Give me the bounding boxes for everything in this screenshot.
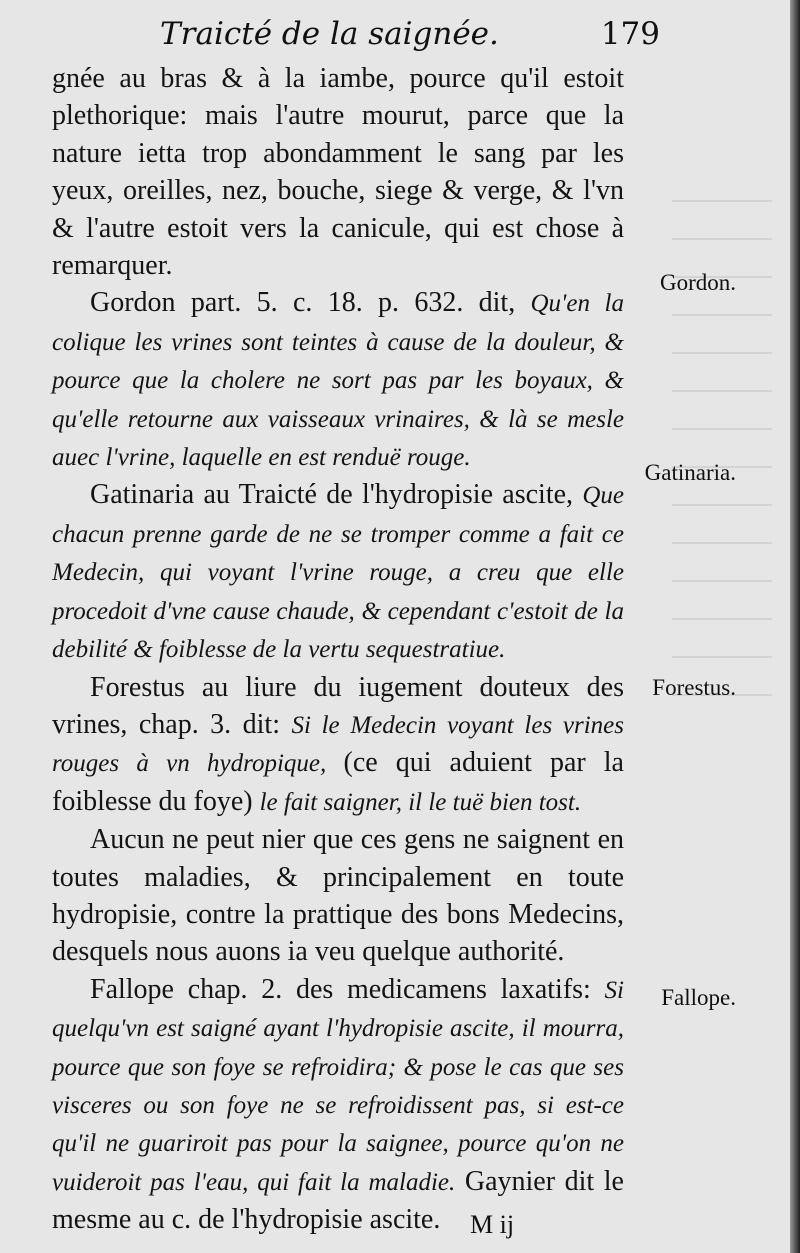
body-segment: Gaynier dit le mesme au c. de l'hydropisie ascite. bbox=[52, 1165, 624, 1236]
paragraph bbox=[52, 60, 624, 284]
body-segment: Gatinaria au Traicté de l'hydropisie ascite, bbox=[90, 479, 583, 511]
quoted-text: Si le Medecin voyant les vrines rouges à vn hydropique, bbox=[52, 711, 624, 778]
margin-note-fallope: Fallope. bbox=[661, 985, 736, 1010]
quoted-text: Qu'en la colique les vrines sont teintes à cause de la douleur, & pource que la cholere ne sort pas par les boyaux, & qu'elle retourne aux vaisseaux vrinaires, & là se mesle auec l'vrine, laquelle en est renduë rouge. bbox=[52, 290, 624, 472]
margin-note-gatinaria: Gatinaria. bbox=[644, 460, 736, 485]
quoted-text: le fait saigner, il le tuë bien tost. bbox=[259, 788, 582, 816]
body-segment: Gordon part. 5. c. 18. p. 632. dit, bbox=[90, 287, 531, 319]
quoted-text: Si quelqu'vn est saigné ayant l'hydropisie ascite, il mourra, pource que son foye se refroidira; & pose le cas que ses visceres ou son foye ne se refroidissent pas, si est-ce qu'il ne guariroit pas pour la saignee, pource qu'on ne vuideroit pas l'eau, qui fait la maladie. bbox=[52, 976, 624, 1196]
body-segment: (ce qui aduient par la foiblesse du foye) bbox=[52, 747, 624, 817]
page-number: 179 bbox=[600, 16, 660, 52]
page-edge-shadow bbox=[790, 0, 800, 1253]
paragraph bbox=[52, 971, 624, 1239]
paragraph bbox=[52, 669, 624, 822]
body-segment: Aucun ne peut nier que ces gens ne saignent en toutes maladies, & principalement en toute hydropisie, contre la prattique des bons Medecins, desquels nous auons ia veu quelque authorité. bbox=[52, 824, 624, 968]
body-segment: Forestus au liure du iugement douteux des vrines, chap. 3. dit: bbox=[52, 671, 624, 740]
paragraph bbox=[52, 476, 624, 668]
margin-note-forestus: Forestus. bbox=[652, 675, 736, 700]
paragraph bbox=[52, 284, 624, 476]
running-title: Traicté de la saignée. bbox=[160, 16, 499, 52]
paragraph bbox=[52, 821, 624, 971]
margin-note-gordon: Gordon. bbox=[659, 270, 736, 295]
signature-mark: M ij bbox=[470, 1210, 515, 1239]
body-segment: gnée au bras & à la iambe, pource qu'il estoit plethorique: mais l'autre mourut, parce que la nature ietta trop abondamment le sang par les yeux, oreilles, nez, bouche, siege & verge, & l'vn & l'autre estoit vers la canicule, qui est chose à remarquer. bbox=[52, 63, 624, 282]
quoted-text: Que chacun prenne garde de ne se tromper comme a fait ce Medecin, qui voyant l'vrine rouge, a creu que elle procedoit d'vne cause chaude, & cependant c'estoit de la debilité & foiblesse de la vertu sequestratiue. bbox=[52, 482, 624, 664]
body-segment: Fallope chap. 2. des medicamens laxatifs: bbox=[90, 973, 605, 1005]
running-header bbox=[160, 16, 660, 60]
body-text bbox=[52, 60, 624, 1239]
